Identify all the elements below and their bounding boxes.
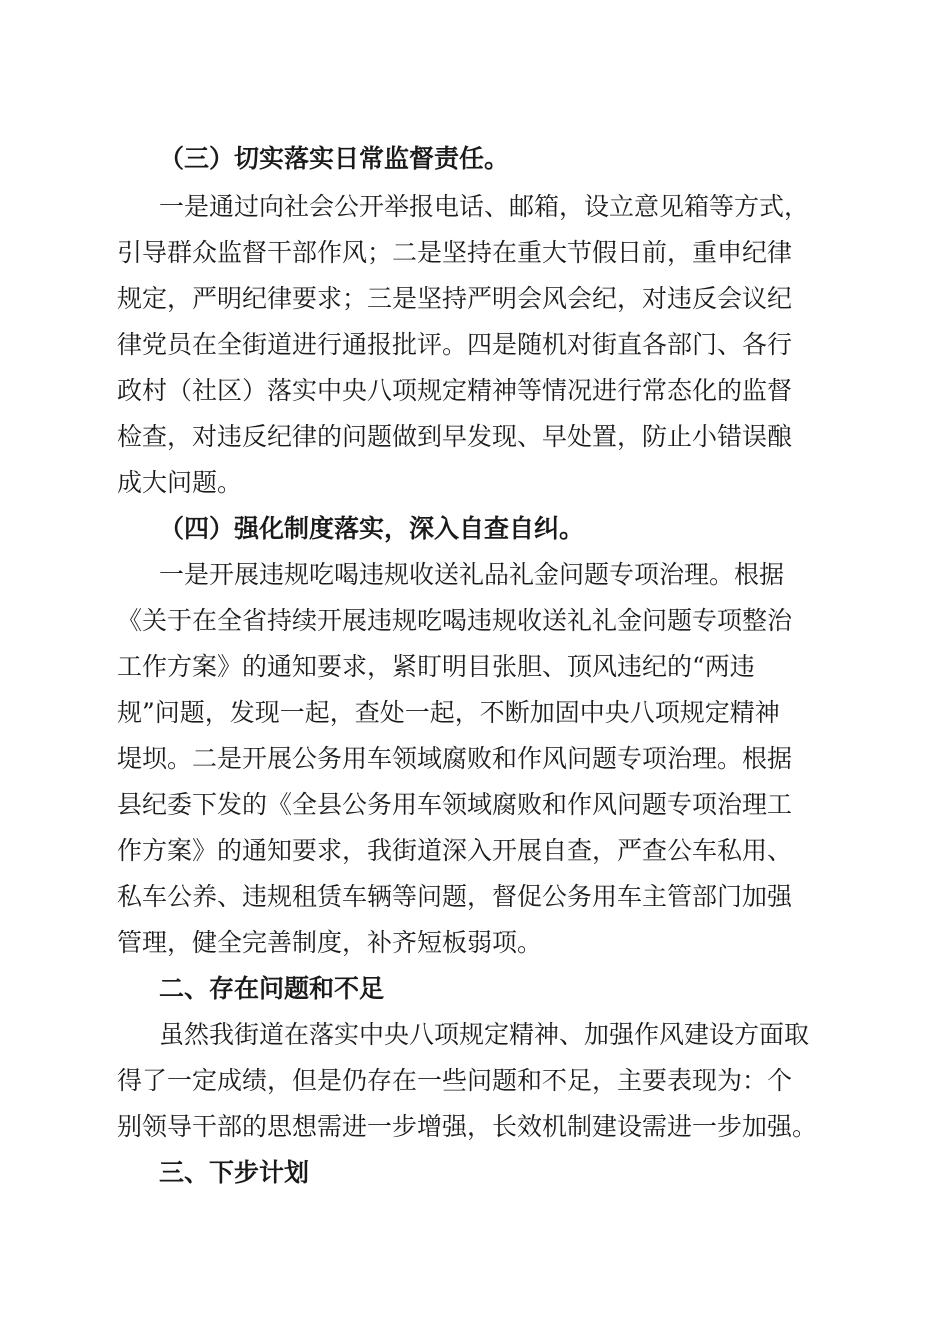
line-text: （三）切实落实日常监督责任。 <box>159 144 510 173</box>
paragraph-line <box>0 552 950 598</box>
paragraph-line <box>0 276 950 322</box>
line-text: 检查，对违反纪律的问题做到早发现、早处置，防止小错误酿 <box>117 422 793 451</box>
paragraph-line <box>0 460 950 506</box>
line-text: 别领导干部的思想需进一步增强，长效机制建设需进一步加强。 <box>117 1112 818 1141</box>
line-text: 二、存在问题和不足 <box>159 974 385 1003</box>
paragraph-line <box>0 920 950 966</box>
line-text: 县纪委下发的《全县公务用车领域腐败和作风问题专项治理工 <box>117 790 793 819</box>
line-text: 工作方案》的通知要求，紧盯明目张胆、顶风违纪的“两违 <box>117 652 755 681</box>
line-text: （四）强化制度落实，深入自查自纠。 <box>159 514 585 543</box>
paragraph-line <box>0 736 950 782</box>
line-text: 引导群众监督干部作风；二是坚持在重大节假日前，重申纪律 <box>117 238 793 267</box>
section-heading <box>0 1150 950 1196</box>
line-text: 虽然我街道在落实中央八项规定精神、加强作风建设方面取 <box>159 1020 810 1049</box>
paragraph-line <box>0 598 950 644</box>
line-text: 得了一定成绩，但是仍存在一些问题和不足，主要表现为：个 <box>117 1066 793 1095</box>
line-text: 《关于在全省持续开展违规吃喝违规收送礼礼金问题专项整治 <box>117 606 793 635</box>
line-text: 一是开展违规吃喝违规收送礼品礼金问题专项治理。根据 <box>159 560 785 589</box>
paragraph-line <box>0 414 950 460</box>
section-heading <box>0 506 950 552</box>
paragraph-line <box>0 1104 950 1150</box>
paragraph-line <box>0 1058 950 1104</box>
paragraph-line <box>0 644 950 690</box>
section-heading <box>0 966 950 1012</box>
paragraph-line <box>0 782 950 828</box>
line-text: 政村（社区）落实中央八项规定精神等情况进行常态化的监督 <box>117 376 793 405</box>
paragraph-line <box>0 690 950 736</box>
line-text: 规”问题，发现一起，查处一起，不断加固中央八项规定精神 <box>117 698 780 727</box>
paragraph-line <box>0 184 950 230</box>
paragraph-line <box>0 322 950 368</box>
paragraph-line <box>0 874 950 920</box>
line-text: 一是通过向社会公开举报电话、邮箱，设立意见箱等方式， <box>159 192 810 221</box>
line-text: 作方案》的通知要求，我街道深入开展自查，严查公车私用、 <box>117 836 793 865</box>
line-text: 管理，健全完善制度，补齐短板弱项。 <box>117 928 543 957</box>
paragraph-line <box>0 230 950 276</box>
paragraph-line <box>0 1012 950 1058</box>
line-text: 律党员在全街道进行通报批评。四是随机对街直各部门、各行 <box>117 330 793 359</box>
line-text: 规定，严明纪律要求；三是坚持严明会风会纪，对违反会议纪 <box>117 284 793 313</box>
line-text: 三、下步计划 <box>159 1158 310 1187</box>
paragraph-line <box>0 828 950 874</box>
section-heading <box>0 136 950 182</box>
line-text: 堤坝。二是开展公务用车领域腐败和作风问题专项治理。根据 <box>117 744 793 773</box>
line-text: 成大问题。 <box>117 468 243 497</box>
line-text: 私车公养、违规租赁车辆等问题，督促公务用车主管部门加强 <box>117 882 793 911</box>
paragraph-line <box>0 368 950 414</box>
